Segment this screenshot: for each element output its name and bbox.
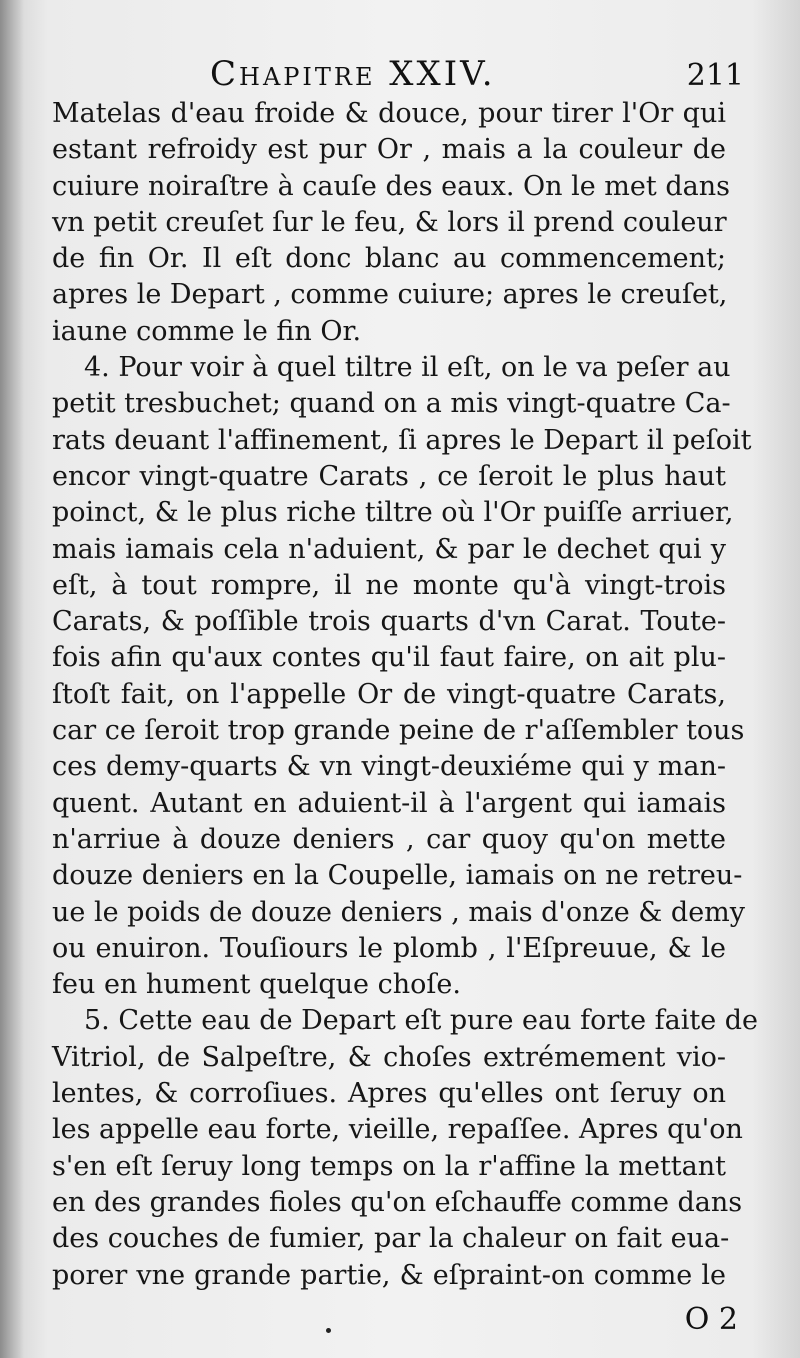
text-line: poinct, & le plus riche tiltre où l'Or puiſſe arriuer,	[52, 497, 734, 529]
text-line: quent. Autant en aduient-il à l'argent qui iamais	[52, 787, 726, 819]
text-line: feu en hument quelque choſe.	[52, 969, 461, 1001]
text-line: rats deuant l'affinement, ſi apres le Depart il peſoit	[52, 424, 752, 456]
text-line: ces demy-quarts & vn vingt-deuxiéme qui y man-	[52, 751, 726, 783]
text-line: des couches de fumier, par la chaleur on fait eua-	[52, 1223, 730, 1255]
text-line: lentes, & corroſiues. Apres qu'elles ont ſeruy on	[52, 1078, 726, 1110]
text-line: n'arriue à douze deniers , car quoy qu'on mette	[52, 823, 726, 855]
text-line: cuiure noiraſtre à cauſe des eaux. On le met dans	[52, 170, 730, 202]
text-line: vn petit creuſet ſur le feu, & lors il prend couleur	[52, 206, 727, 238]
text-line: Carats, & poſſible trois quarts d'vn Carat. Toute-	[52, 606, 726, 638]
signature-mark: O 2	[684, 1302, 738, 1337]
text-line: en des grandes fioles qu'on eſchauffe comme dans	[52, 1186, 743, 1218]
ink-dot	[326, 1328, 331, 1333]
body-text	[52, 96, 759, 1294]
text-line: les appelle eau forte, vieille, repaſſee. Apres qu'on	[52, 1114, 743, 1146]
text-line: Vitriol, de Salpeſtre, & choſes extrémement vio-	[52, 1041, 726, 1073]
text-line: car ce ſeroit trop grande peine de r'aſſembler tous	[52, 715, 745, 747]
text-line: petit tresbuchet; quand on a mis vingt-quatre Ca-	[52, 388, 731, 420]
text-line: ſtoſt fait, on l'appelle Or de vingt-quatre Carats,	[52, 678, 726, 710]
text-line: eſt, à tout rompre, il ne monte qu'à vingt-trois	[52, 569, 726, 601]
text-line: douze deniers en la Coupelle, iamais on ne retreu-	[52, 860, 743, 892]
paragraph-start: 4. Pour voir à quel tiltre il eſt, on le va peſer au	[84, 352, 731, 384]
text-line: mais iamais cela n'aduient, & par le dechet qui y	[52, 533, 726, 565]
text-line: encor vingt-quatre Carats , ce ſeroit le plus haut	[52, 460, 726, 492]
text-line: fois afin qu'aux contes qu'il faut faire, on ait plu-	[52, 642, 726, 674]
paragraph-start: 5. Cette eau de Depart eſt pure eau forte faite de	[84, 1005, 759, 1037]
running-header	[0, 52, 800, 96]
text-line: ou enuiron. Touſiours le plomb , l'Eſpreuue, & le	[52, 932, 726, 964]
chapter-title: Chapitre XXIV.	[210, 54, 496, 94]
text-line: de fin Or. Il eſt donc blanc au commencement;	[52, 243, 726, 275]
text-line: apres le Depart , comme cuiure; apres le creuſet,	[52, 279, 728, 311]
text-line: porer vne grande partie, & eſpraint-on comme le	[52, 1259, 726, 1291]
text-line: iaune comme le fin Or.	[52, 315, 362, 347]
text-line: ue le poids de douze deniers , mais d'onze & demy	[52, 896, 746, 928]
text-line: s'en eſt ſeruy long temps on la r'affine la mettant	[52, 1150, 726, 1182]
binding-shadow	[0, 0, 24, 1358]
text-line: estant refroidy est pur Or , mais a la couleur de	[52, 134, 726, 166]
page-number: 211	[686, 58, 744, 93]
text-line: Matelas d'eau froide & douce, pour tirer l'Or qui	[52, 98, 726, 129]
